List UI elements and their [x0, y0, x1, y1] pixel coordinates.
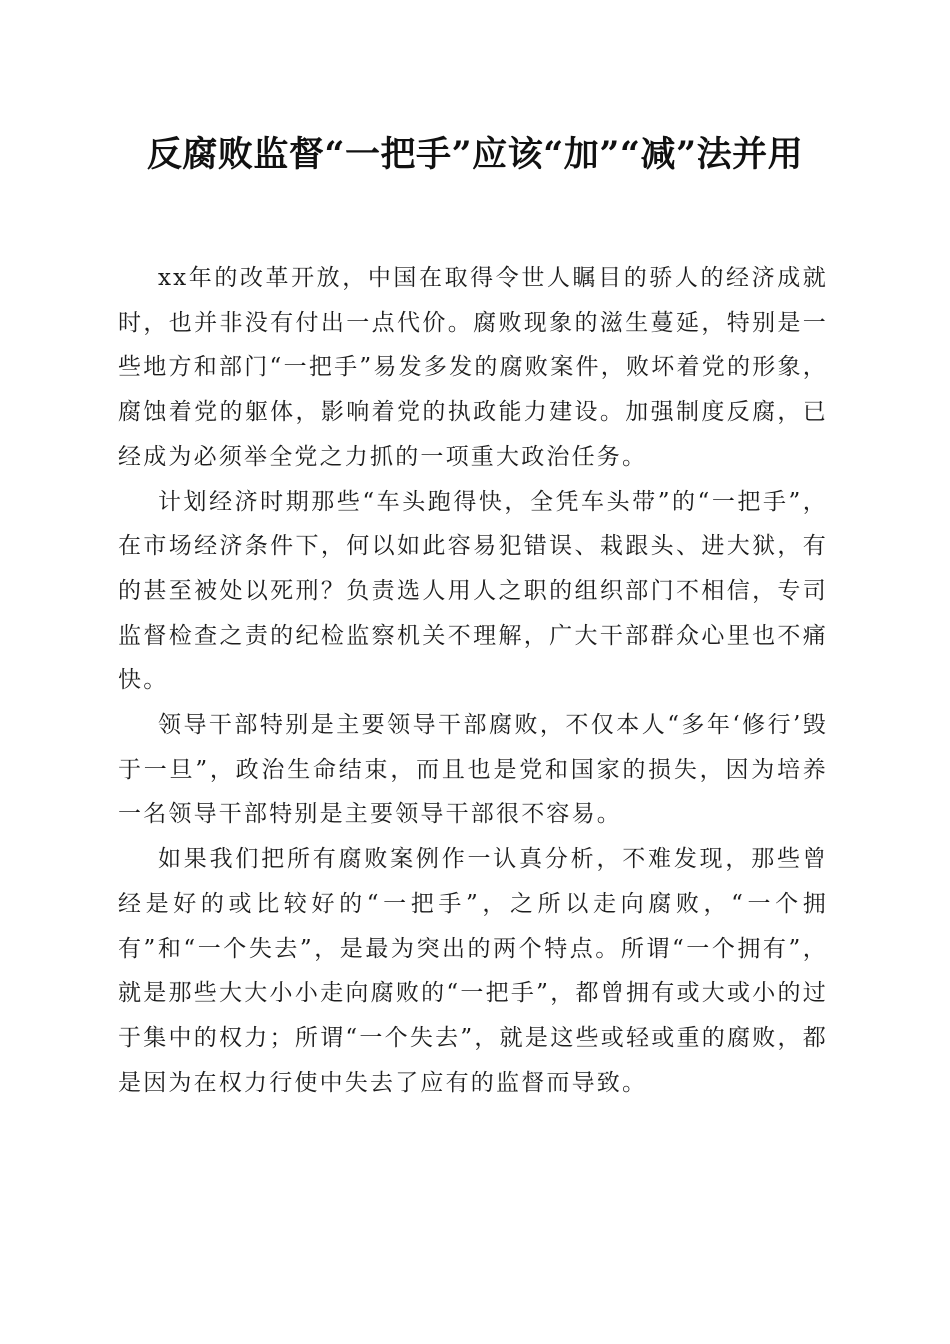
paragraph-4: 如果我们把所有腐败案例作一认真分析，不难发现，那些曾经是好的或比较好的“一把手”，之所以走向腐败，“一个拥有”和“一个失去”，是最为突出的两个特点。所谓“一个拥有”，就是那些大大小小走向腐败的“一把手”，都曾拥有或大或小的过于集中的权力；所谓“一个失去”，就是这些或轻或重的腐败，都是因为在权力行使中失去了应有的监督而导致。	[118, 846, 828, 1096]
paragraph-3: 领导干部特别是主要领导干部腐败，不仅本人“多年‘修行’毁于一旦”，政治生命结束，而且也是党和国家的损失，因为培养一名领导干部特别是主要领导干部很不容易。	[118, 712, 828, 828]
page-title: 反腐败监督“一把手”应该“加”“减”法并用	[146, 134, 804, 175]
paragraph-2: 计划经济时期那些“车头跑得快，全凭车头带”的“一把手”，在市场经济条件下，何以如此容易犯错误、栽跟头、进大狱，有的甚至被处以死刑？负责选人用人之职的组织部门不相信，专司监督检查之责的纪检监察机关不理解，广大干部群众心里也不痛快。	[118, 488, 828, 694]
paragraph-1: xx年的改革开放，中国在取得令世人瞩目的骄人的经济成就时，也并非没有付出一点代价。腐败现象的滋生蔓延，特别是一些地方和部门“一把手”易发多发的腐败案件，败坏着党的形象，腐蚀着党的躯体，影响着党的执政能力建设。加强制度反腐，已经成为必须举全党之力抓的一项重大政治任务。	[118, 265, 828, 470]
article-body	[118, 256, 828, 1105]
